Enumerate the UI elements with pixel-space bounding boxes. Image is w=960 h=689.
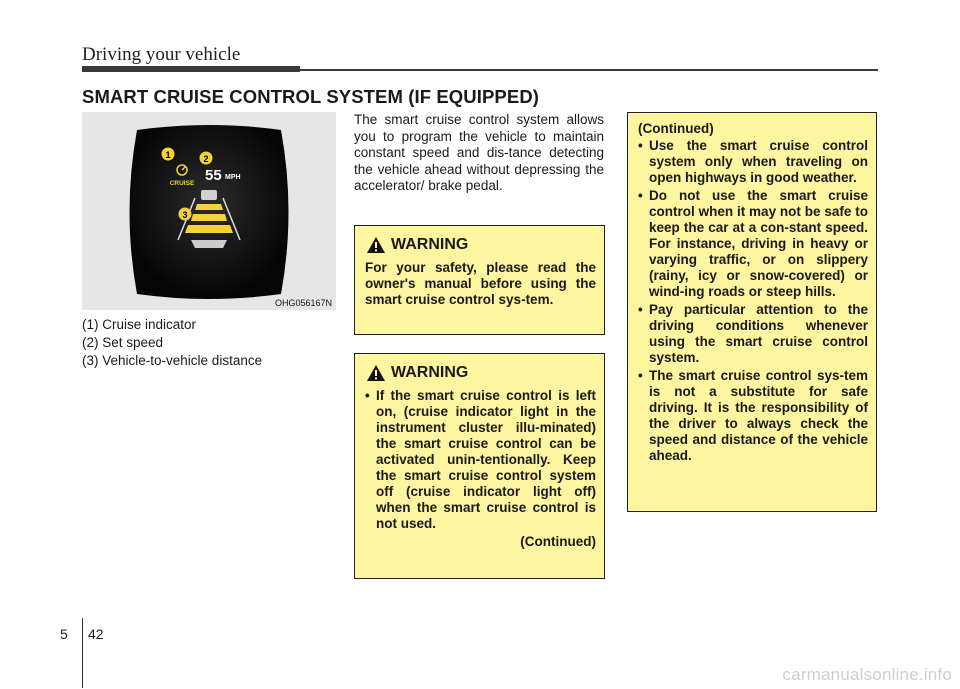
continued-bullet-1: • Use the smart cruise control system only when traveling on open highways in good weather.	[638, 138, 868, 186]
own-vehicle-icon	[191, 240, 227, 248]
watermark: carmanualsonline.info	[782, 665, 952, 684]
continued-bullet-2: • Do not use the smart cruise control when it may not be safe to keep the car at a con-stant speed. For instance, driving in heavy or varying traffic, or on slippery (rainy, icy or snow-covered) or wind-ing roads or steep hills.	[638, 188, 868, 300]
chapter-number: 5	[60, 626, 68, 642]
marker-3-label: 3	[182, 210, 188, 220]
figure-captions	[82, 316, 262, 370]
header-rule-thick	[82, 66, 300, 72]
cluster-illustration	[82, 112, 336, 310]
continued-bullet-3: • Pay particular attention to the driving conditions whenever using the smart cruise control system.	[638, 302, 868, 366]
header-title: Driving your vehicle	[82, 44, 241, 65]
warning-triangle-icon	[367, 365, 385, 381]
page-number: 42	[88, 626, 104, 642]
cluster-set-speed: 55	[205, 167, 222, 184]
warning-title: WARNING	[391, 364, 469, 381]
marker-1-label: 1	[165, 150, 171, 160]
caption-set-speed: (2) Set speed	[82, 335, 164, 350]
caption-distance: (3) Vehicle-to-vehicle distance	[82, 353, 263, 368]
continued-list	[638, 138, 868, 464]
caption-cruise-indicator: (1) Cruise indicator	[82, 317, 197, 332]
section-title: SMART CRUISE CONTROL SYSTEM (IF EQUIPPED)	[82, 86, 540, 107]
continued-warning-box	[627, 112, 877, 512]
intro-paragraph: The smart cruise control system allows you to program the vehicle to maintain constant speed and dis-tance detecting the vehicle ahead without depressing the accelerator/ brake pedal.	[354, 112, 604, 193]
warning-bullet: • If the smart cruise control is left on, (cruise indicator light in the instrument cluster illu-minated) the smart cruise control can be activated unin-tentionally. Keep the smart cruise control system off (cruise indicator light off) when the smart cruise control is not used.	[365, 388, 596, 532]
cluster-figure	[82, 112, 336, 310]
footer-divider	[82, 618, 83, 688]
cluster-speed-unit: MPH	[225, 174, 241, 181]
cluster-display-shape	[130, 125, 289, 299]
cluster-cruise-label: CRUISE	[169, 180, 195, 187]
warning-triangle-icon	[367, 237, 385, 253]
figure-code: OHG056167N	[274, 298, 332, 308]
lane-bar-1	[195, 204, 223, 210]
header-rule-thin	[300, 69, 878, 71]
lane-bar-3	[185, 225, 233, 233]
continued-label: (Continued)	[520, 534, 596, 549]
warning-list	[365, 388, 596, 532]
warning-box-2	[354, 353, 605, 579]
warning-box-1	[354, 225, 605, 335]
lane-bar-2	[191, 214, 227, 221]
continued-bullet-4: • The smart cruise control sys-tem is not a substitute for safe driving. It is the responsibility of the driver to always check the speed and distance of the vehicle ahead.	[638, 368, 868, 464]
continued-heading: (Continued)	[638, 121, 714, 136]
vehicle-ahead-icon	[201, 190, 217, 200]
warning-title: WARNING	[391, 236, 469, 253]
marker-2-label: 2	[203, 154, 209, 164]
warning-text: For your safety, please read the owner's manual before using the smart cruise control sys-tem.	[365, 260, 596, 307]
